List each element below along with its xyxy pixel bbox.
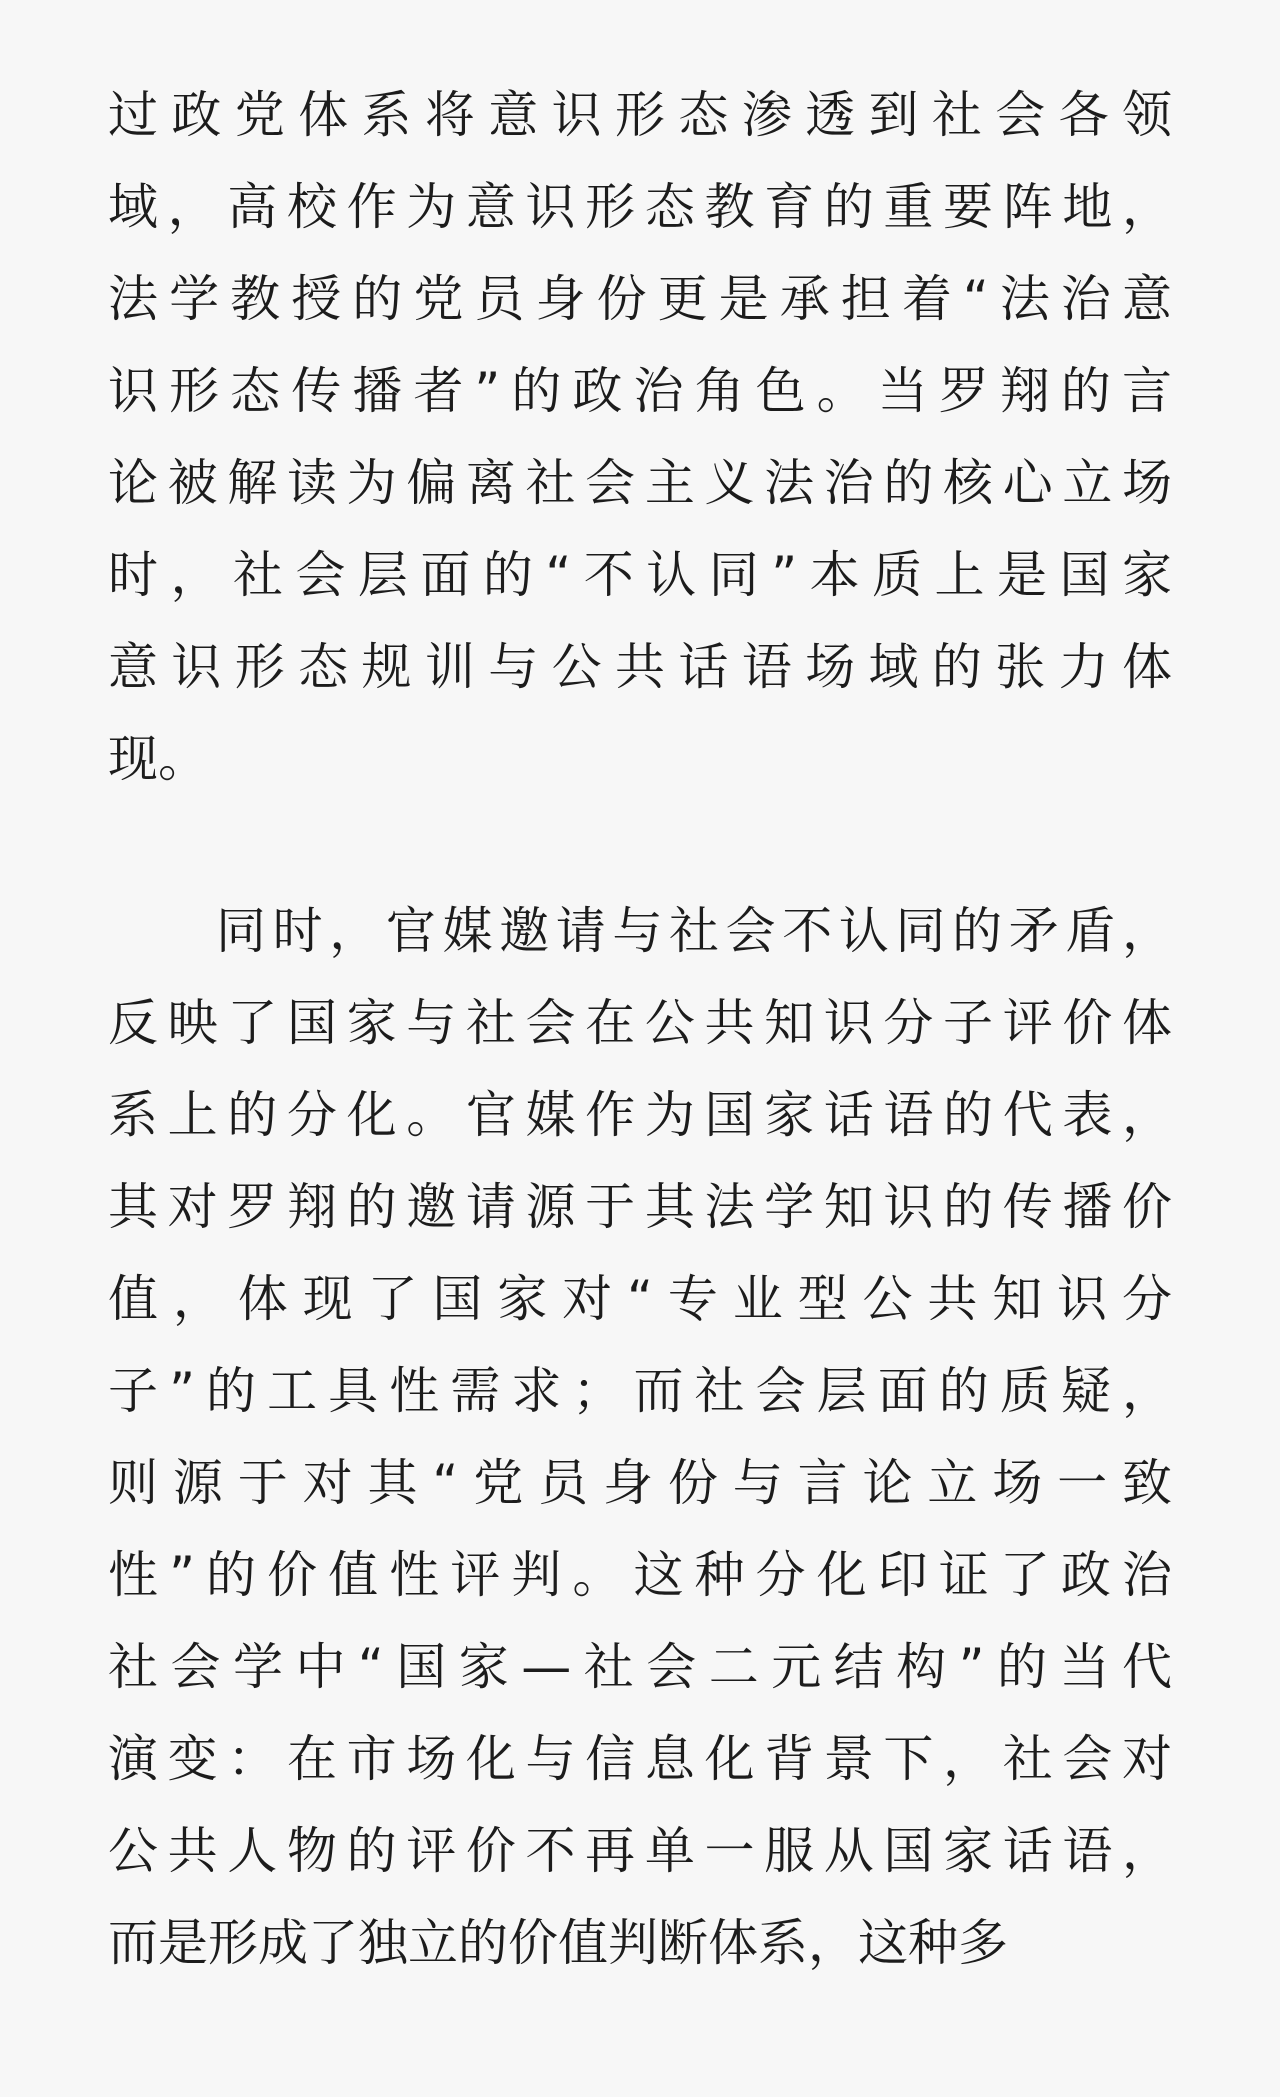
paragraph-2-line-1: 同时，官媒邀请与社会不认同的矛盾，: [216, 902, 1172, 960]
paragraph-2-line-6: 子”的工具性需求；而社会层面的质疑，: [108, 1362, 1172, 1420]
paragraph-2-line-12: 而是形成了独立的价值判断体系，这种多: [108, 1914, 1008, 1972]
paragraph-1-line-5: 论被解读为偏离社会主义法治的核心立场: [108, 454, 1172, 512]
paragraph-2-line-5: 值，体现了国家对“专业型公共知识分: [108, 1270, 1172, 1328]
paragraph-1-line-1: 过政党体系将意识形态渗透到社会各领: [108, 86, 1172, 144]
paragraph-2-line-2: 反映了国家与社会在公共知识分子评价体: [108, 994, 1172, 1052]
paragraph-1-line-4: 识形态传播者”的政治角色。当罗翔的言: [108, 362, 1172, 420]
paragraph-2-line-11: 公共人物的评价不再单一服从国家话语，: [108, 1822, 1172, 1880]
paragraph-1-line-8: 现。: [108, 730, 208, 788]
paragraph-2-line-4: 其对罗翔的邀请源于其法学知识的传播价: [108, 1178, 1172, 1236]
paragraph-2-line-3: 系上的分化。官媒作为国家话语的代表，: [108, 1086, 1172, 1144]
paragraph-1-line-3: 法学教授的党员身份更是承担着“法治意: [108, 270, 1172, 328]
paragraph-2-line-10: 演变：在市场化与信息化背景下，社会对: [108, 1730, 1172, 1788]
paragraph-1-line-2: 域，高校作为意识形态教育的重要阵地，: [108, 178, 1172, 236]
paragraph-2-line-7: 则源于对其“党员身份与言论立场一致: [108, 1454, 1172, 1512]
paragraph-1-line-7: 意识形态规训与公共话语场域的张力体: [108, 638, 1172, 696]
paragraph-2-line-8: 性”的价值性评判。这种分化印证了政治: [108, 1546, 1172, 1604]
paragraph-1-line-6: 时，社会层面的“不认同”本质上是国家: [108, 546, 1172, 604]
paragraph-2-line-9: 社会学中“国家—社会二元结构”的当代: [108, 1638, 1172, 1696]
